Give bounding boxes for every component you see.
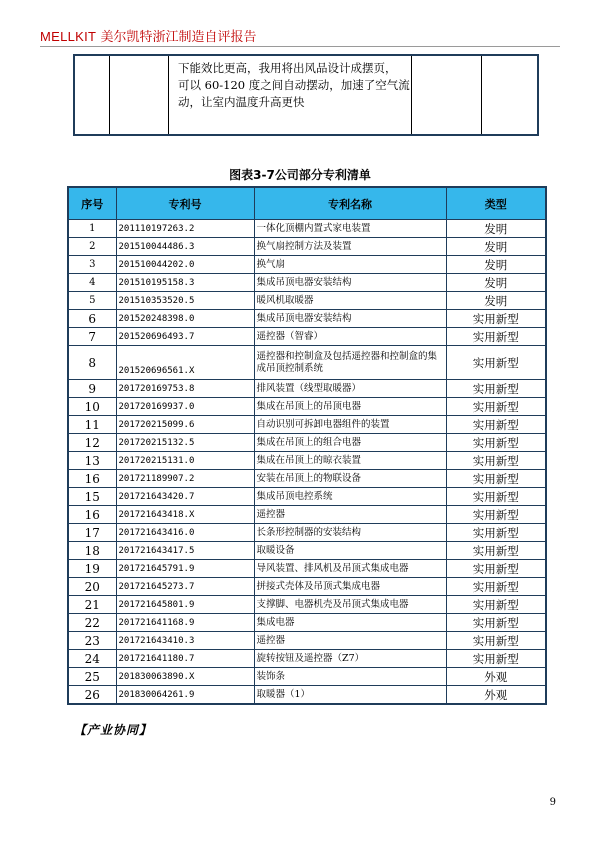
- brand-logo-text: MELLKIT: [40, 29, 97, 44]
- row-number: 9: [68, 380, 116, 398]
- row-number: 2: [68, 238, 116, 256]
- table-row: [68, 398, 546, 416]
- patent-number: 201720169937.0: [116, 398, 254, 416]
- patent-name: 集成在吊顶上的组合电器: [254, 434, 446, 452]
- patent-name: 遥控器（智睿）: [254, 328, 446, 346]
- section-title: 【产业协同】: [74, 723, 153, 737]
- table-row: [68, 524, 546, 542]
- patent-name: 排风装置（线型取暖器）: [254, 380, 446, 398]
- row-number: 20: [68, 578, 116, 596]
- patent-name: 集成吊顶电器安装结构: [254, 274, 446, 292]
- table-row: [68, 614, 546, 632]
- table-row: [68, 310, 546, 328]
- table-row: [68, 220, 546, 238]
- row-number: 12: [68, 434, 116, 452]
- patent-type: 实用新型: [446, 632, 546, 650]
- row-number: 17: [68, 524, 116, 542]
- patent-name: 支撑脚、电器机壳及吊顶式集成电器: [254, 596, 446, 614]
- patent-number: 201721641180.7: [116, 650, 254, 668]
- text-line: 动，让室内温度升高更快: [178, 95, 305, 109]
- table-row: [68, 668, 546, 686]
- header-type: 类型: [446, 187, 546, 220]
- text-line: 下能效比更高，我用将出风品设计成摆页，: [178, 61, 397, 75]
- patent-number: 201520248398.0: [116, 310, 254, 328]
- row-number: 18: [68, 542, 116, 560]
- patent-name: 拼接式壳体及吊顶式集成电器: [254, 578, 446, 596]
- patent-type: 实用新型: [446, 542, 546, 560]
- patent-type: 发明: [446, 220, 546, 238]
- patent-table: [67, 186, 547, 705]
- company-name: 美尔凯特: [100, 30, 153, 45]
- patent-name: 遥控器: [254, 506, 446, 524]
- patent-type: 实用新型: [446, 650, 546, 668]
- patent-type: 实用新型: [446, 470, 546, 488]
- row-number: 15: [68, 488, 116, 506]
- patent-name: 取暖设备: [254, 542, 446, 560]
- patent-number: 201720169753.8: [116, 380, 254, 398]
- row-number: 22: [68, 614, 116, 632]
- patent-number: 201830063890.X: [116, 668, 254, 686]
- continued-cell-text: [178, 60, 408, 111]
- patent-number: 201520696493.7: [116, 328, 254, 346]
- patent-name: 自动识别可拆卸电器组件的装置: [254, 416, 446, 434]
- patent-number: 201720215132.5: [116, 434, 254, 452]
- patent-type: 实用新型: [446, 596, 546, 614]
- report-title: 浙江制造自评报告: [152, 30, 257, 45]
- patent-type: 实用新型: [446, 434, 546, 452]
- patent-type: 实用新型: [446, 578, 546, 596]
- header-patent-name: 专利名称: [254, 187, 446, 220]
- patent-type: 实用新型: [446, 488, 546, 506]
- patent-number: 201510044486.3: [116, 238, 254, 256]
- text-line: 可以 60-120 度之间自动摆动，加速了空气流: [178, 78, 410, 92]
- table-row: [68, 560, 546, 578]
- patent-name: 取暖器（1）: [254, 686, 446, 705]
- patent-type: 实用新型: [446, 346, 546, 380]
- table-row: [68, 256, 546, 274]
- table-row: [68, 238, 546, 256]
- row-number: 4: [68, 274, 116, 292]
- patent-number: 201510044202.0: [116, 256, 254, 274]
- patent-name: 一体化顶棚内置式家电装置: [254, 220, 446, 238]
- patent-type: 实用新型: [446, 614, 546, 632]
- table-row: [68, 578, 546, 596]
- patent-number: 201721645273.7: [116, 578, 254, 596]
- table-header-row: [68, 187, 546, 220]
- patent-name: 换气扇控制方法及装置: [254, 238, 446, 256]
- table-row: [68, 274, 546, 292]
- patent-number: 201721645801.9: [116, 596, 254, 614]
- row-number: 26: [68, 686, 116, 705]
- row-number: 19: [68, 560, 116, 578]
- table-row: [68, 650, 546, 668]
- table-row: [68, 452, 546, 470]
- patent-type: 外观: [446, 668, 546, 686]
- patent-number: 201520696561.X: [116, 346, 254, 380]
- patent-type: 实用新型: [446, 524, 546, 542]
- row-number: 24: [68, 650, 116, 668]
- patent-number: 201721645791.9: [116, 560, 254, 578]
- row-number: 13: [68, 452, 116, 470]
- row-number: 25: [68, 668, 116, 686]
- header-no: 序号: [68, 187, 116, 220]
- row-number: 7: [68, 328, 116, 346]
- table-row: [68, 686, 546, 705]
- patent-name: 集成吊顶电器安装结构: [254, 310, 446, 328]
- patent-name: 装饰条: [254, 668, 446, 686]
- patent-type: 实用新型: [446, 328, 546, 346]
- patent-name: 暖风机取暖器: [254, 292, 446, 310]
- patent-name: 安装在吊顶上的物联设备: [254, 470, 446, 488]
- patent-number: 201720215099.6: [116, 416, 254, 434]
- table-row: [68, 542, 546, 560]
- patent-name: 集成电器: [254, 614, 446, 632]
- patent-type: 实用新型: [446, 380, 546, 398]
- patent-name: 长条形控制器的安装结构: [254, 524, 446, 542]
- row-number: 6: [68, 310, 116, 328]
- table-row: [68, 380, 546, 398]
- row-number: 11: [68, 416, 116, 434]
- patent-number: 201510353520.5: [116, 292, 254, 310]
- page-number: 9: [549, 797, 556, 808]
- row-number: 10: [68, 398, 116, 416]
- table-divider: [168, 56, 169, 134]
- patent-type: 发明: [446, 292, 546, 310]
- table-row: [68, 416, 546, 434]
- patent-name: 集成吊顶电控系统: [254, 488, 446, 506]
- patent-type: 实用新型: [446, 452, 546, 470]
- row-number: 8: [68, 346, 116, 380]
- patent-number: 201830064261.9: [116, 686, 254, 705]
- patent-type: 发明: [446, 256, 546, 274]
- table-row: [68, 346, 546, 380]
- row-number: 21: [68, 596, 116, 614]
- table-row: [68, 488, 546, 506]
- row-number: 1: [68, 220, 116, 238]
- patent-number: 201721643410.3: [116, 632, 254, 650]
- header-rule: [40, 46, 560, 47]
- patent-name: 遥控器和控制盒及包括遥控器和控制盒的集成吊顶控制系统: [254, 346, 446, 380]
- patent-type: 实用新型: [446, 416, 546, 434]
- patent-name: 集成在吊顶上的晾衣装置: [254, 452, 446, 470]
- patent-number: 201721643420.7: [116, 488, 254, 506]
- table-row: [68, 506, 546, 524]
- patent-type: 实用新型: [446, 310, 546, 328]
- patent-number: 201110197263.2: [116, 220, 254, 238]
- page-header: [40, 29, 256, 46]
- table-row: [68, 292, 546, 310]
- patent-number: 201721643417.5: [116, 542, 254, 560]
- row-number: 16: [68, 470, 116, 488]
- table-row: [68, 632, 546, 650]
- table-row: [68, 434, 546, 452]
- patent-name: 换气扇: [254, 256, 446, 274]
- patent-number: 201721643418.X: [116, 506, 254, 524]
- patent-type: 发明: [446, 274, 546, 292]
- table-divider: [109, 56, 110, 134]
- table-row: [68, 596, 546, 614]
- patent-type: 外观: [446, 686, 546, 705]
- patent-number: 201510195158.3: [116, 274, 254, 292]
- row-number: 23: [68, 632, 116, 650]
- table-caption: 图表3-7公司部分专利清单: [229, 168, 371, 182]
- row-number: 16: [68, 506, 116, 524]
- row-number: 3: [68, 256, 116, 274]
- table-divider: [411, 56, 412, 134]
- row-number: 5: [68, 292, 116, 310]
- patent-type: 发明: [446, 238, 546, 256]
- patent-number: 201721643416.0: [116, 524, 254, 542]
- patent-number: 201721641168.9: [116, 614, 254, 632]
- table-row: [68, 328, 546, 346]
- header-patent-number: 专利号: [116, 187, 254, 220]
- patent-number: 201720215131.0: [116, 452, 254, 470]
- table-divider: [481, 56, 482, 134]
- patent-type: 实用新型: [446, 506, 546, 524]
- patent-name: 导风装置、排风机及吊顶式集成电器: [254, 560, 446, 578]
- patent-type: 实用新型: [446, 560, 546, 578]
- patent-name: 遥控器: [254, 632, 446, 650]
- patent-name: 集成在吊顶上的吊顶电器: [254, 398, 446, 416]
- patent-table-body: [68, 220, 546, 705]
- table-row: [68, 470, 546, 488]
- patent-type: 实用新型: [446, 398, 546, 416]
- patent-name: 旋转按钮及遥控器（Z7）: [254, 650, 446, 668]
- continued-table-fragment: [73, 54, 539, 136]
- patent-number: 201721189907.2: [116, 470, 254, 488]
